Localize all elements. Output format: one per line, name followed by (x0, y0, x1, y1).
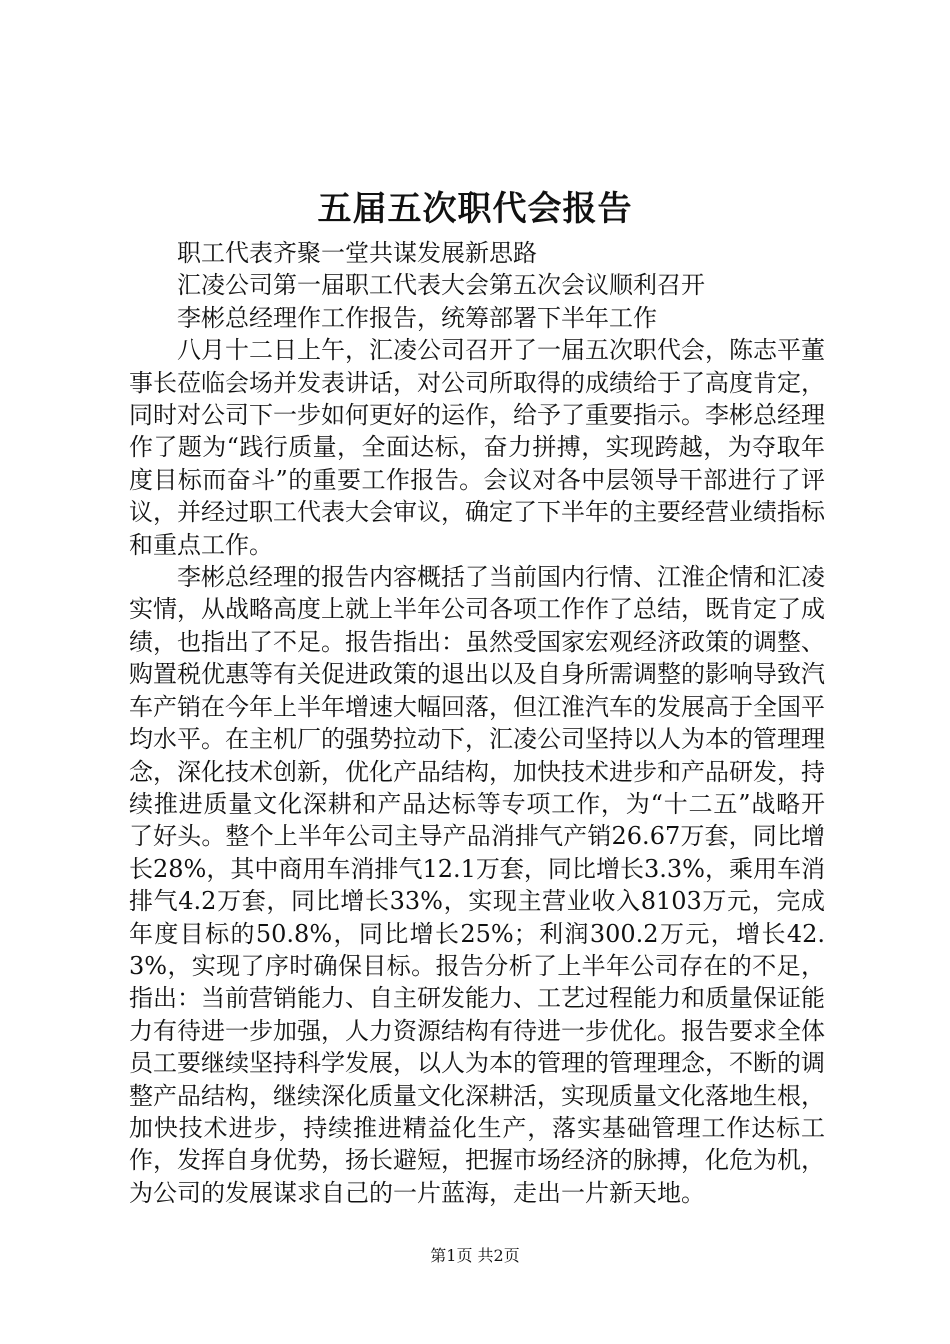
document-body (129, 237, 825, 1209)
subheading-3: 李彬总经理作工作报告，统筹部署下半年工作 (177, 303, 657, 332)
subheading-1: 职工代表齐聚一堂共谋发展新思路 (177, 239, 537, 267)
subheading-2: 汇凌公司第一届职工代表大会第五次会议顺利召开 (177, 271, 705, 300)
body-paragraph-2: 李彬总经理的报告内容概括了当前国内行情、江淮企情和汇凌实情，从战略高度上就上半年公司各项工作作了总结，既肯定了成绩，也指出了不足。报告指出：虽然受国家宏观经济政策的调整、购置税优惠等有关促进政策的退出以及自身所需调整的影响导致汽车产销在今年上半年增速大幅回落，但江淮汽车的发展高于全国平均水平。在主机厂的强势拉动下，汇凌公司坚持以人为本的管理理念，深化技术创新，优化产品结构，加快技术进步和产品研发，持续推进质量文化深耕和产品达标等专项工作，为“十二五”战略开了好头。整个上半年公司主导产品消排气产销26.67万套，同比增长28%，其中商用车消排气12.1万套，同比增长3.3%，乘用车消排气4.2万套，同比增长33%，实现主营业收入8103万元，完成年度目标的50.8%，同比增长25%；利润300.2万元，增长42.3%，实现了序时确保目标。报告分析了上半年公司存在的不足，指出：当前营销能力、自主研发能力、工艺过程能力和质量保证能力有待进一步加强，人力资源结构有待进一步优化。报告要求全体员工要继续坚持科学发展，以人为本的管理的管理理念，不断的调整产品结构，继续深化质量文化深耕活，实现质量文化落地生根，加快技术进步，持续推进精益化生产，落实基础管理工作达标工作，发挥自身优势，扬长避短，把握市场经济的脉搏，化危为机，为公司的发展谋求自己的一片蓝海，走出一片新天地。 (129, 563, 825, 1207)
body-paragraph-1: 八月十二日上午，汇凌公司召开了一届五次职代会，陈志平董事长莅临会场并发表讲话，对公司所取得的成绩给于了高度肯定，同时对公司下一步如何更好的运作，给予了重要指示。李彬总经理作了题为“践行质量，全面达标，奋力拼搏，实现跨越，为夺取年度目标而奋斗”的重要工作报告。会议对各中层领导干部进行了评议，并经过职工代表大会审议，确定了下半年的主要经营业绩指标和重点工作。 (129, 336, 825, 559)
page-number: 第1页 共2页 (430, 1246, 520, 1265)
document-title: 五届五次职代会报告 (317, 189, 633, 229)
